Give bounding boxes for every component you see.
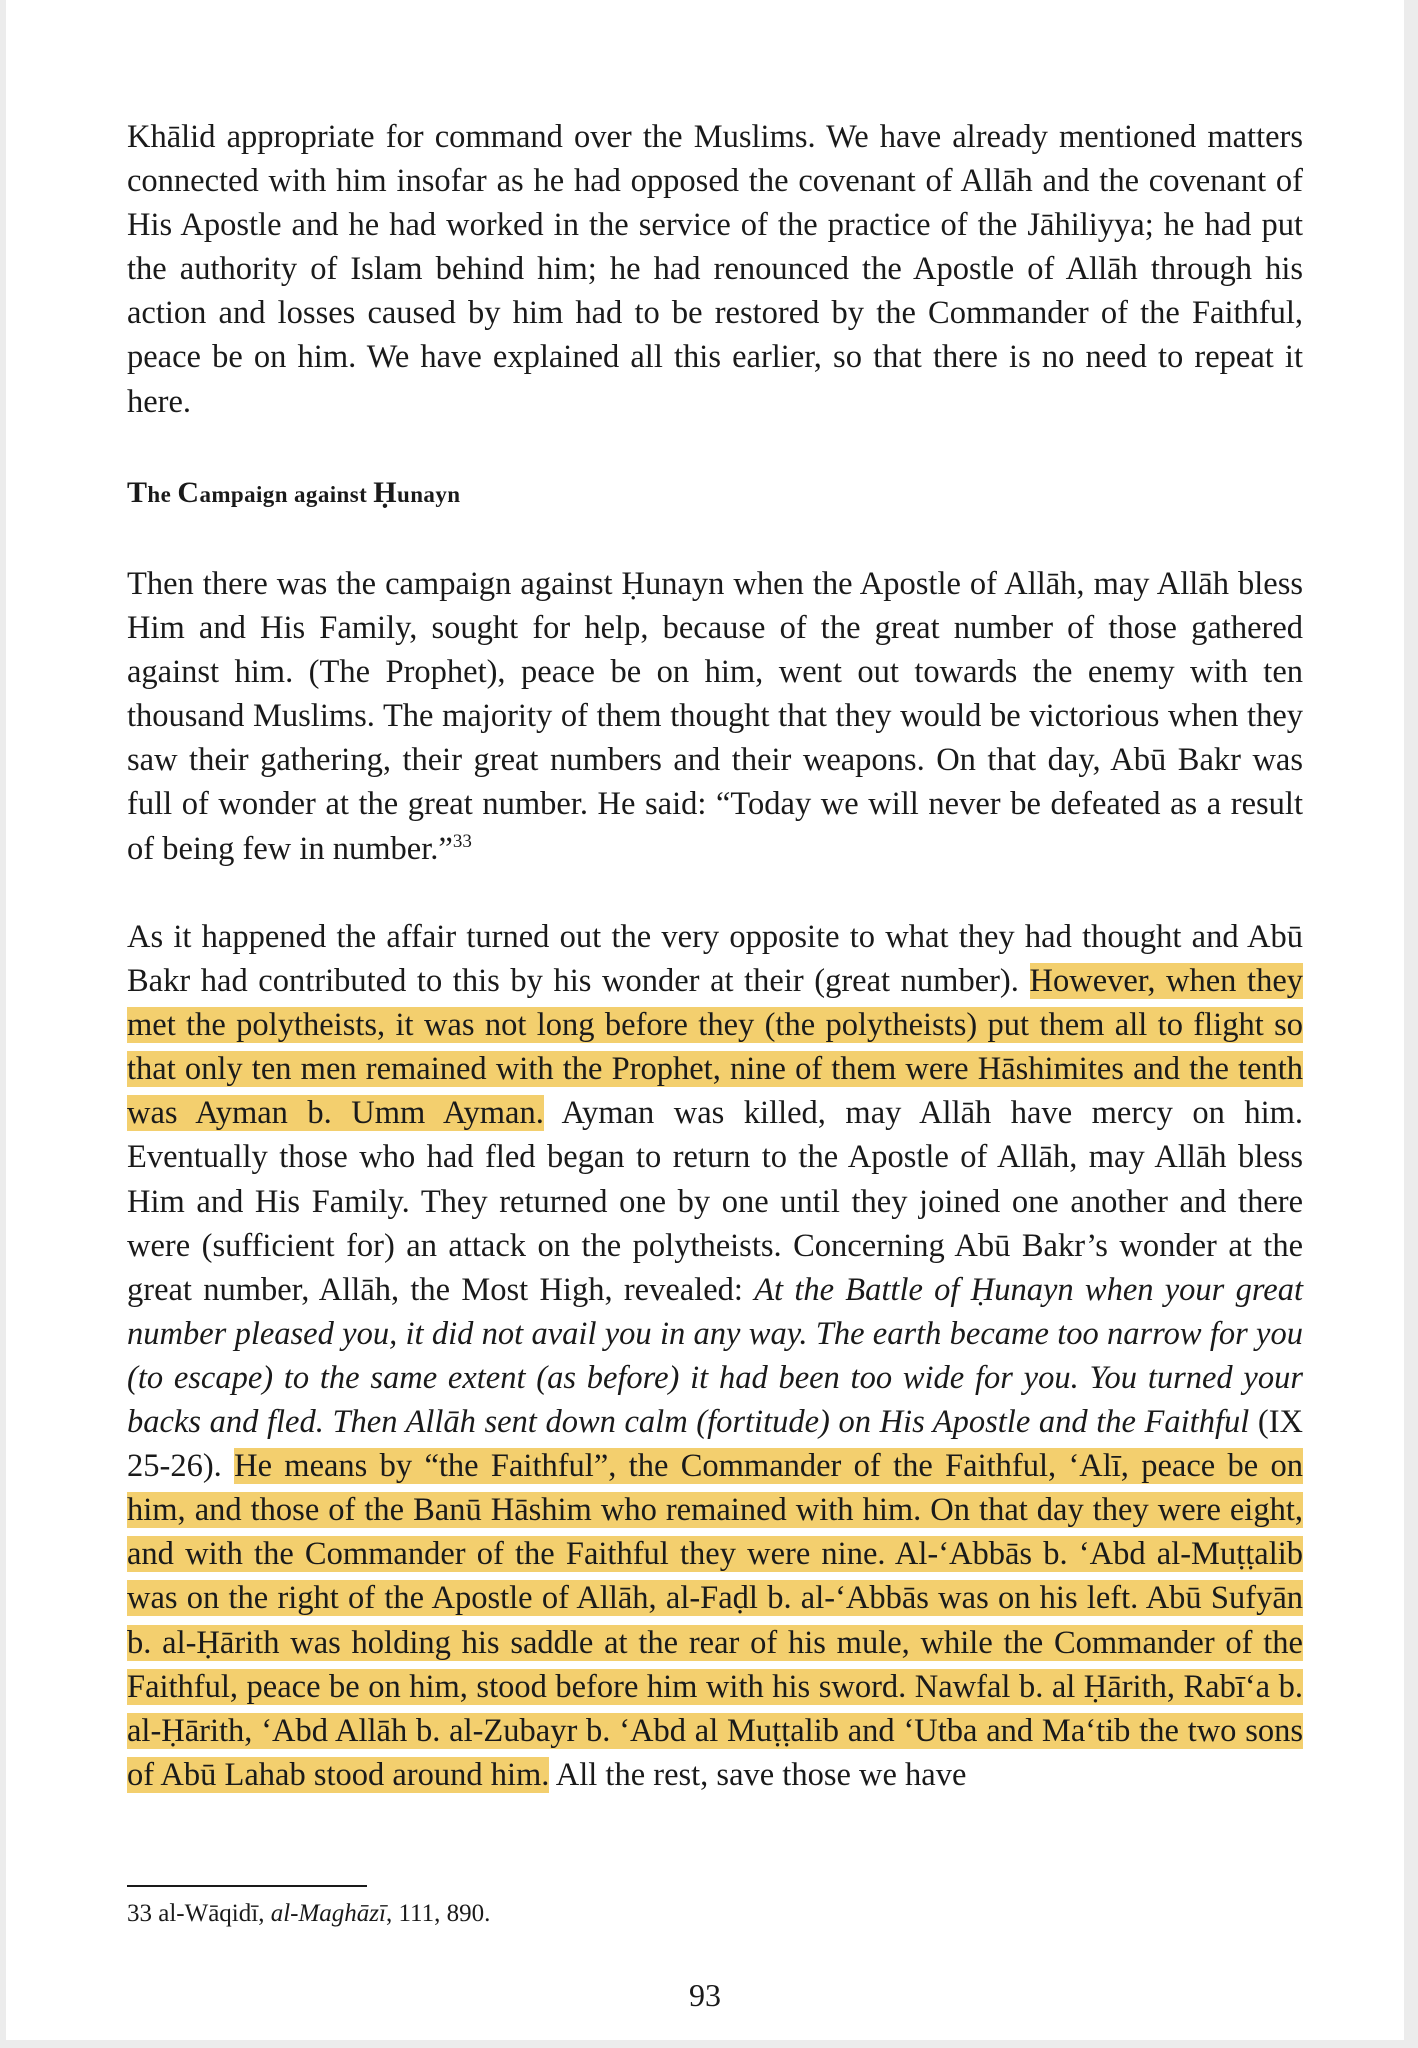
paragraph-2 bbox=[127, 562, 1303, 871]
footnote-pages: , 111, 890. bbox=[385, 1900, 491, 1927]
document-page bbox=[6, 0, 1404, 2040]
quote-citation: (IX 25-26). bbox=[127, 1404, 1303, 1485]
paragraph-1 bbox=[127, 115, 1303, 424]
quran-quote: At the Battle of Ḥunayn when your great number pleased you, it did not avail you in any way. The earth became too narrow for you (to escape) to the same extent (as before) it had been too wide for you. You turned your backs and fled. Then Allāh sent down calm (fortitude) on His Apostle and the Faithful bbox=[127, 1271, 1303, 1441]
footnote bbox=[127, 1900, 490, 1928]
highlighted-passage: He means by “the Faithful”, the Commander of the Faithful, ‘Alī, peace be on him, and those of the Banū Hāshim who remained with him. On that day they were eight, and with the Commander of the Faithful they were nine. Al-‘Abbās b. ‘Abd al-Muṭṭalib was on the right of the Apostle of Allāh, al-Faḍl b. al-‘Abbās was on his left. Abū Sufyān b. al-Ḥārith was holding his saddle at the rear of his mule, while the Commander of the Faithful, peace be on him, stood before him with his sword. Nawfal b. al Ḥārith, Rabī‘a b. al-Ḥārith, ‘Abd Allāh b. al-Zubayr b. ‘Abd al Muṭṭalib and ‘Utba and Ma‘tib the two sons of Abū Lahab stood around him. bbox=[127, 1448, 1303, 1793]
paragraph-3 bbox=[127, 915, 1303, 1797]
heading-part: T bbox=[127, 476, 148, 509]
footnote-author: 33 al-Wāqidī, bbox=[127, 1900, 271, 1927]
paragraph-3-text: Ayman was killed, may Allāh have mercy on him. Eventually those who had fled began to return to the Apostle of Allāh, may Allāh bless Him and His Family. They returned one by one until they joined one another and there were (sufficient for) an attack on the polytheists. Concerning Abū Bakr’s wonder at the great number, Allāh, the Most High, revealed: bbox=[127, 1095, 1303, 1308]
heading-part: C bbox=[177, 476, 200, 509]
paragraph-2-text: Then there was the campaign against Ḥunayn when the Apostle of Allāh, may Allāh bless Him and His Family, sought for help, because of the great number of those gathered against him. (The Prophet), peace be on him, went out towards the enemy with ten thousand Muslims. The majority of them thought that they would be victorious when they saw their gathering, their great numbers and their weapons. On that day, Abū Bakr was full of wonder at the great number. He said: “Today we will never be defeated as a result of being few in number.” bbox=[127, 566, 1303, 867]
footnote-divider bbox=[127, 1885, 367, 1887]
highlighted-passage: However, when they met the polytheists, it was not long before they (the polytheists) put them all to flight so that only ten men remained with the Prophet, nine of them were Hāshimites and the tenth was Ayman b. Umm Ayman. bbox=[127, 963, 1303, 1132]
heading-part: he bbox=[147, 482, 178, 507]
footnote-work-title: al-Maghāzī bbox=[270, 1900, 386, 1927]
heading-part: Ḥ bbox=[373, 476, 398, 509]
heading-part: unayn bbox=[397, 482, 461, 507]
paragraph-3-text: As it happened the affair turned out the very opposite to what they had thought and Abū Bakr had contributed to this by his wonder at their (great number). bbox=[127, 919, 1303, 1000]
paragraph-1-text: Khālid appropriate for command over the Muslims. We have already mentioned matters connected with him insofar as he had opposed the covenant of Allāh and the covenant of His Apostle and he had worked in the service of the practice of the Jāhiliyya; he had put the authority of Islam behind him; he had renounced the Apostle of Allāh through his action and losses caused by him had to be restored by the Commander of the Faithful, peace be on him. We have explained all this earlier, so that there is no need to repeat it here. bbox=[127, 119, 1303, 420]
section-heading bbox=[127, 476, 460, 510]
heading-part: ampaign against bbox=[199, 482, 374, 507]
footnote-reference[interactable]: 33 bbox=[452, 830, 472, 852]
page-number: 93 bbox=[689, 1977, 721, 2013]
paragraph-3-text: All the rest, save those we have bbox=[549, 1756, 967, 1793]
